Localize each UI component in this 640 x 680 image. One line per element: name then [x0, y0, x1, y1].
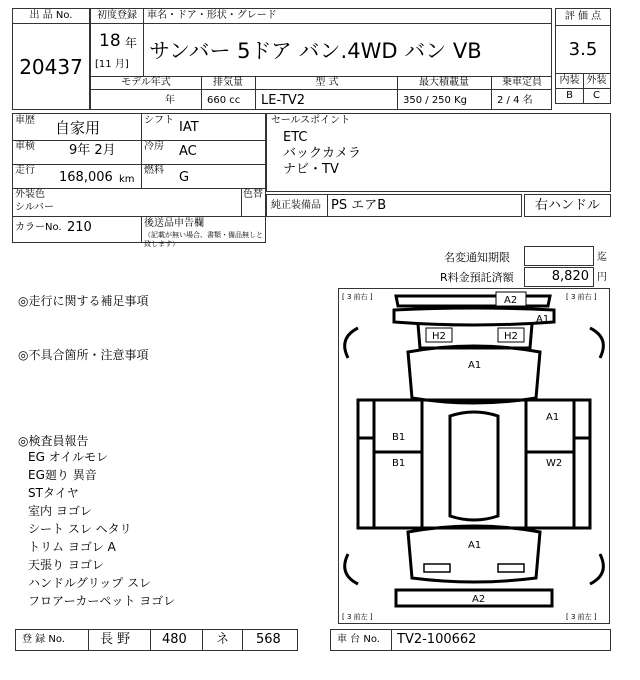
interior-label: 内装	[559, 75, 580, 86]
docs-note: （記載が無い場合、書類・備品無しと致します）	[144, 231, 263, 248]
vehicle-name-box	[90, 8, 552, 110]
report-item: トリム ヨゴレ A	[28, 540, 116, 554]
damage-mark: B1	[392, 458, 406, 469]
lot-number: 20437	[19, 55, 83, 79]
damage-mark: H2	[504, 331, 518, 342]
steering-value: 右ハンドル	[534, 198, 600, 213]
first-registration-month: [11 月]	[95, 59, 129, 70]
inspection-value: 9年 2月	[69, 143, 116, 158]
capacity-value: 2 / 4 名	[497, 95, 533, 106]
name-change-label: 名変通知期限	[444, 251, 510, 264]
corner-label-top-right: [ 3 前右 ]	[566, 293, 597, 301]
report-item: EG オイルモレ	[28, 450, 109, 464]
registration-box	[15, 629, 298, 651]
sales-point-1: ETC	[283, 130, 308, 145]
docs-label: 後送品申告欄	[144, 218, 204, 229]
defects-label: ◎不具合箇所・注意事項	[18, 348, 149, 362]
model-year-label: モデル年式	[121, 77, 171, 88]
color-label: 外装色	[15, 189, 45, 200]
overall-score: 3.5	[568, 39, 598, 60]
fuel-value: G	[179, 170, 190, 185]
mileage-unit: km	[119, 174, 135, 185]
history-value: 自家用	[55, 119, 101, 137]
sales-point-2: バックカメラ	[283, 146, 362, 161]
details-box	[12, 113, 266, 248]
notes-column	[18, 290, 318, 620]
damage-mark: A1	[546, 412, 560, 423]
first-registration-year: 18	[99, 31, 121, 51]
corner-label-bottom-right: [ 3 前左 ]	[566, 613, 597, 621]
chassis-box	[330, 629, 611, 651]
first-registration-label: 初度登録	[97, 10, 137, 21]
chassis-label: 車 台 No.	[337, 634, 380, 645]
ac-value: AC	[179, 144, 197, 159]
damage-mark: B1	[392, 432, 406, 443]
car-name: サンバー 5ドア バン.4WD バン VB	[149, 39, 482, 63]
name-change-unit: 迄	[597, 252, 607, 263]
max-load-label: 最大積載量	[419, 77, 469, 88]
mileage-label: 走行	[15, 165, 35, 176]
recycle-label: R料金預託済額	[440, 271, 514, 284]
color-no-value: 210	[67, 220, 92, 235]
report-item: EG廻り 異音	[28, 468, 97, 482]
registration-serial: 568	[256, 632, 281, 647]
report-item: 室内 ヨゴレ	[28, 504, 92, 518]
damage-mark: H2	[432, 331, 446, 342]
equipment-value: PS エアB	[331, 198, 387, 213]
inspection-label: 車検	[15, 141, 35, 152]
exterior-label: 外装	[586, 75, 607, 86]
report-item: ハンドルグリップ スレ	[28, 576, 152, 590]
color-value: シルバー	[15, 202, 55, 213]
recycle-field	[524, 267, 594, 287]
max-load-value: 350 / 250 Kg	[403, 95, 467, 106]
sales-point-label: セールスポイント	[271, 115, 351, 126]
score-box	[555, 8, 611, 104]
equipment-label: 純正装備品	[271, 200, 321, 211]
name-change-field	[524, 246, 594, 266]
score-label: 評 価 点	[564, 11, 602, 22]
equipment-box	[266, 194, 522, 217]
report-item: フロアーカーペット ヨゴレ	[28, 594, 176, 608]
sales-point-3: ナビ・TV	[283, 162, 339, 177]
damage-mark: A1	[468, 360, 482, 371]
shift-value: IAT	[179, 120, 199, 135]
displacement-value: 660 cc	[207, 95, 241, 106]
damage-mark: A2	[472, 594, 486, 605]
damage-mark: A1	[536, 314, 550, 325]
corner-label-bottom-left: [ 3 前左 ]	[342, 613, 373, 621]
vehicle-condition-diagram	[338, 288, 610, 624]
registration-region: 長 野	[100, 632, 131, 647]
lot-number-box	[12, 8, 90, 110]
inspector-report-label: ◎検査員報告	[18, 434, 89, 448]
interior-grade: B	[566, 90, 573, 101]
registration-class: 480	[162, 632, 187, 647]
color-change-label: 色替	[243, 189, 263, 200]
damage-mark: W2	[546, 458, 563, 469]
registration-label: 登 録 No.	[22, 634, 65, 645]
recycle-value: 8,820	[551, 269, 589, 284]
corner-label-top-left: [ 3 前右 ]	[342, 293, 373, 301]
report-item: 天張り ヨゴレ	[28, 558, 104, 572]
ac-label: 冷房	[144, 141, 164, 152]
damage-mark: A2	[504, 295, 518, 306]
vehicle-name-label: 車名・ドア・形状・グレード	[147, 10, 277, 21]
year-unit: 年	[125, 36, 138, 50]
mileage-value: 168,006	[59, 170, 113, 185]
model-year-unit: 年	[165, 95, 175, 106]
model-code-label: 型 式	[315, 77, 339, 88]
fuel-label: 燃料	[144, 165, 164, 176]
displacement-label: 排気量	[213, 77, 243, 88]
model-code: LE-TV2	[261, 93, 306, 108]
steering-box	[524, 194, 611, 217]
history-label: 車歴	[15, 115, 35, 126]
driving-notes-label: ◎走行に関する補足事項	[18, 294, 149, 308]
sales-point-box	[266, 113, 611, 192]
color-no-label: カラーNo.	[15, 222, 62, 233]
chassis-number: TV2-100662	[397, 632, 477, 647]
report-item: STタイヤ	[28, 486, 79, 500]
shift-label: シフト	[144, 115, 174, 126]
report-item: シート スレ ヘタリ	[28, 522, 132, 536]
capacity-label: 乗車定員	[502, 77, 542, 88]
registration-kana: ネ	[216, 632, 230, 647]
lot-label: 出 品 No.	[13, 10, 89, 24]
recycle-unit: 円	[597, 272, 607, 283]
exterior-grade: C	[593, 90, 600, 101]
damage-mark: A1	[468, 540, 482, 551]
